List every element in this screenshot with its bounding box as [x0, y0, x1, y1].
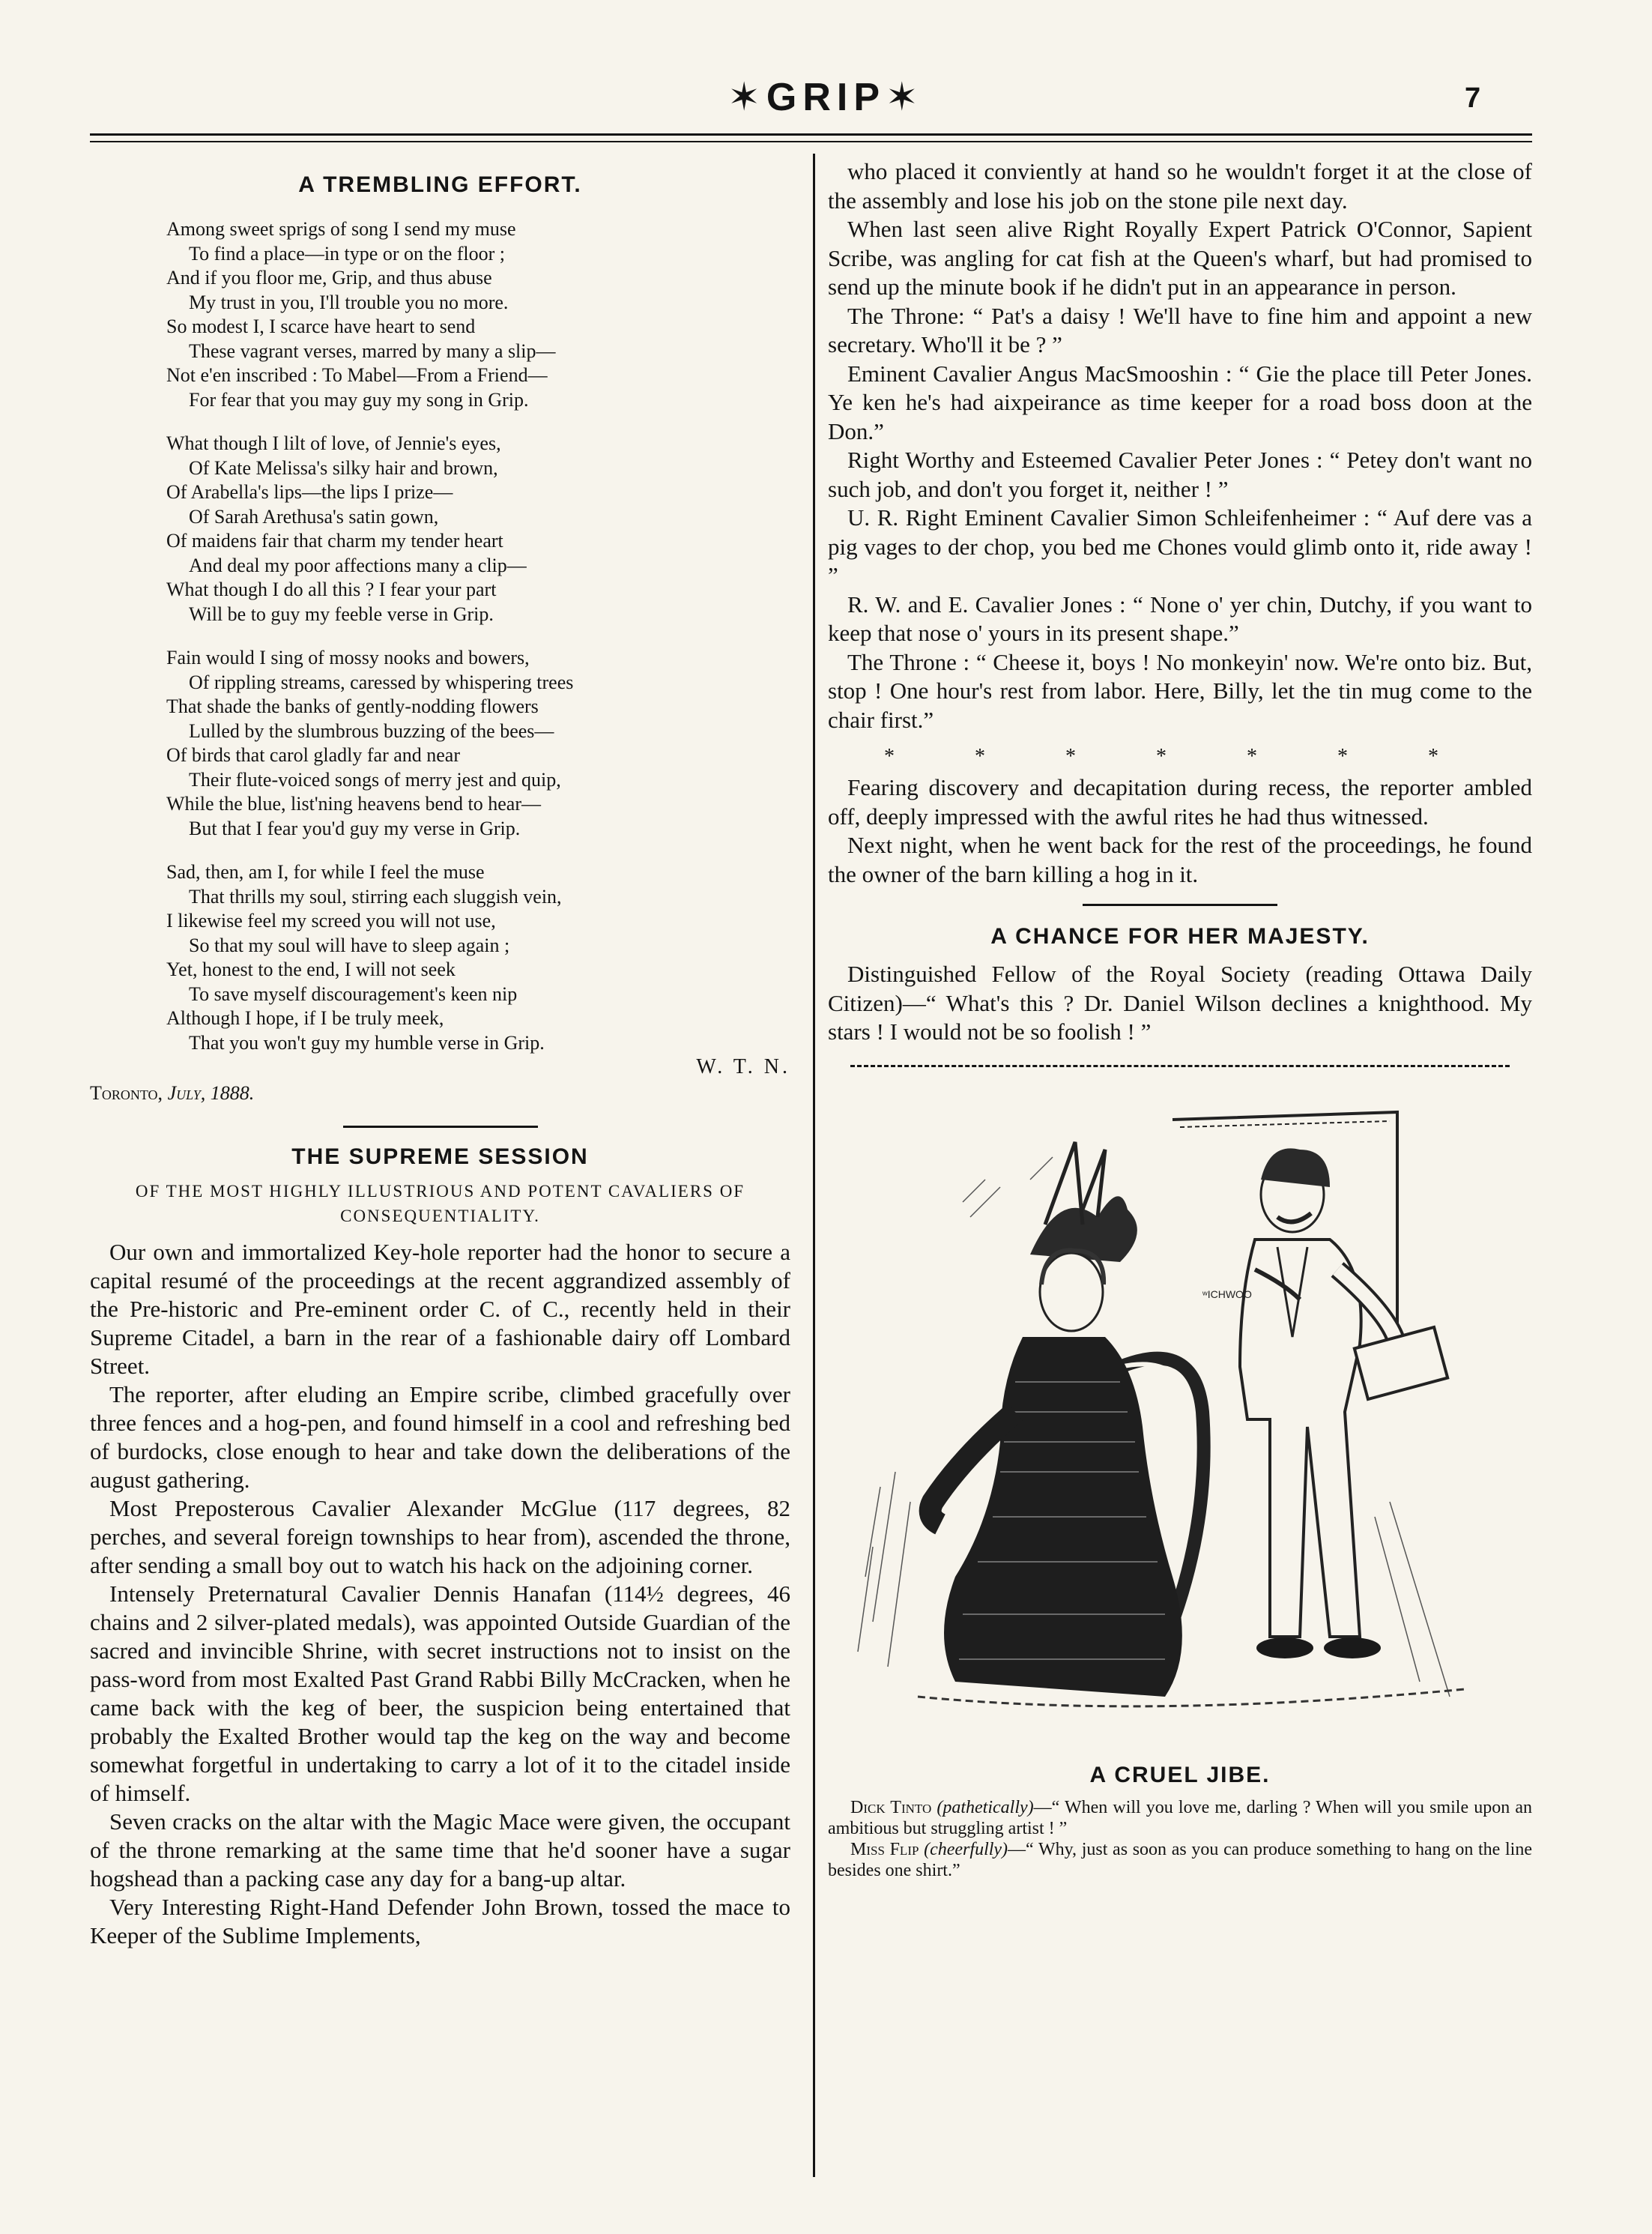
paragraph: Very Interesting Right-Hand Defender John Brown, tossed the mace to Keeper of the Sublime Implements,	[90, 1893, 790, 1948]
poem-line: Of birds that carol gladly far and near	[166, 744, 461, 766]
poem-stanza	[166, 860, 790, 1055]
left-column	[90, 157, 790, 1950]
section-divider	[343, 1126, 538, 1128]
session-subtitle: OF THE MOST HIGHLY ILLUSTRIOUS AND POTENT CAVALIERS OF CONSEQUENTIALITY.	[135, 1182, 745, 1226]
majesty-body	[828, 960, 1532, 1047]
artist-signature: ʷICHWOO	[1202, 1287, 1252, 1300]
paragraph: The reporter, after eluding an Empire scribe, climbed gracefully over three fences and a hog-pen, and found himself in a cool and refreshing bed of burdocks, close enough to hear and take down the deliberations of the august gathering.	[90, 1380, 790, 1493]
paragraph: The Throne : “ Cheese it, boys ! No monkeyin' now. We're onto biz. But, stop ! One hour's rest from labor. Here, Billy, let the tin mug come to the chair first.”	[828, 648, 1532, 733]
poem-line: Of Arabella's lips—the lips I prize—	[166, 481, 453, 503]
poem-line: Not e'en inscribed : To Mabel—From a Friend—	[166, 364, 548, 386]
paragraph: When last seen alive Right Royally Expert Patrick O'Connor, Sapient Scribe, was angling for cat fish at the Queen's wharf, but had promised to send up the minute book if he didn't put in an appearance in person.	[828, 216, 1532, 300]
caption-manner-1: (pathetically)	[937, 1797, 1034, 1817]
paragraph: Next night, when he went back for the rest of the proceedings, he found the owner of the barn killing a hog in it.	[828, 832, 1532, 887]
caption-manner-2: (cheerfully)	[924, 1839, 1008, 1859]
poem-line: Of Sarah Arethusa's satin gown,	[189, 505, 439, 528]
sketchbook	[1355, 1326, 1447, 1398]
header-rule-top	[90, 133, 1532, 136]
paragraph: R. W. and E. Cavalier Jones : “ None o' yer chin, Dutchy, if you want to keep that nose o' yours in its present shape.”	[828, 591, 1532, 646]
poem-dateline	[90, 1082, 790, 1105]
woman-head	[1040, 1253, 1103, 1331]
dateline-place: Toronto,	[90, 1082, 163, 1104]
majesty-title: A CHANCE FOR HER MAJESTY.	[990, 924, 1370, 949]
poem-line: What though I lilt of love, of Jennie's eyes,	[166, 432, 501, 454]
poem-line: To save myself discouragement's keen nip	[189, 982, 518, 1005]
poem-line: Fain would I sing of mossy nooks and bowers,	[166, 647, 530, 668]
caption-speaker-2: Miss Flip	[850, 1839, 919, 1859]
poem-line: Yet, honest to the end, I will not seek	[166, 958, 456, 980]
section-stars: * * * * * * *	[884, 745, 1476, 768]
paragraph: U. R. Right Eminent Cavalier Simon Schleifenheimer : “ Auf dere vas a pig vages to der chop, you bed me Chones vould glimb onto it, ride away ! ”	[828, 504, 1532, 588]
right-column	[828, 157, 1532, 1881]
cartoon-illustration	[850, 1097, 1510, 1749]
paragraph: Intensely Preternatural Cavalier Dennis Hanafan (114½ degrees, 46 chains and 2 silver-plated medals), was appointed Outside Guardian of the sacred and invincible Shrine, with secret instructions not to insist on the pass-word from most Exalted Past Grand Rabbi Billy McCracken, when he came back with the keg of beer, the suspicion being entertained that probably the Exalted Brother would tap the keg on the way and become somewhat forgetful in undertaking to carry a lot of it to the citadel inside of himself.	[90, 1580, 790, 1806]
paragraph: Seven cracks on the altar with the Magic Mace were given, the occupant of the throne remarking at the same time that he'd sooner have a sugar hogshead than a packing case any day for a bang-up altar.	[90, 1808, 790, 1892]
poem-line: These vagrant verses, marred by many a slip—	[189, 339, 556, 362]
page-number: 7	[1465, 82, 1481, 114]
header-rule-bottom	[90, 141, 1532, 142]
poem-line: That thrills my soul, stirring each sluggish vein,	[189, 885, 562, 908]
poem-line: And deal my poor affections many a clip—	[189, 554, 527, 576]
man-suit	[1240, 1240, 1361, 1637]
paragraph: Our own and immortalized Key-hole reporter had the honor to secure a capital resumé of the proceedings at the recent aggrandized assembly of the Pre-historic and Pre-eminent order C. of C., recently held in their Supreme Citadel, a barn in the rear of a fashionable dairy off Lombard Street.	[90, 1238, 790, 1379]
paragraph: Right Worthy and Esteemed Cavalier Peter Jones : “ Petey don't want no such job, and don't you forget it, neither ! ”	[828, 447, 1532, 502]
man-shoe-left	[1256, 1637, 1313, 1658]
session-left-text	[90, 1238, 790, 1950]
caption-text-1: —“ When will you love me, darling ? When will you smile upon an ambitious but struggling artist ! ”	[828, 1797, 1532, 1838]
poem-line: But that I fear you'd guy my verse in Grip.	[189, 817, 521, 839]
poem-line: I likewise feel my screed you will not use,	[166, 910, 496, 932]
caption-speaker-1: Dick Tinto	[850, 1797, 932, 1817]
poem-line: Among sweet sprigs of song I send my muse	[166, 218, 516, 240]
paragraph: Most Preposterous Cavalier Alexander McGlue (117 degrees, 82 perches, and several foreign townships to hear from), ascended the throne, after sending a small boy out to watch his hack on the adjoining corner.	[90, 1494, 790, 1578]
session-after-text	[828, 773, 1532, 889]
man-shoe-right	[1324, 1637, 1381, 1658]
poem-line: Of maidens fair that charm my tender heart	[166, 530, 503, 552]
poem-line: My trust in you, I'll trouble you no more.	[189, 291, 509, 313]
paragraph: Eminent Cavalier Angus MacSmooshin : “ Gie the place till Peter Jones. Ye ken he's had aixpeirance as time keeper for a road boss doon at the Don.”	[828, 360, 1532, 444]
poem-line: And if you floor me, Grip, and thus abuse	[166, 267, 492, 289]
poem-title: A TREMBLING EFFORT.	[298, 172, 582, 197]
poem-line: So that my soul will have to sleep again ;	[189, 934, 510, 956]
poem-line: That you won't guy my humble verse in Grip.	[189, 1031, 545, 1054]
poem-line: To find a place—in type or on the floor ;	[189, 242, 506, 265]
session-title: THE SUPREME SESSION	[291, 1144, 589, 1169]
poem-line: While the blue, list'ning heavens bend to hear—	[166, 793, 541, 815]
poem-line: What though I do all this ? I fear your part	[166, 579, 497, 600]
poem-line: Of Kate Melissa's silky hair and brown,	[189, 456, 498, 479]
majesty-divider	[1083, 904, 1277, 906]
majesty-text: Distinguished Fellow of the Royal Society (reading Ottawa Daily Citizen)—“ What's this ? Dr. Daniel Wilson declines a knighthood. My stars ! I would not be so foolish ! ”	[828, 961, 1532, 1045]
cartoon-divider	[850, 1065, 1510, 1067]
paragraph: Fearing discovery and decapitation during recess, the reporter ambled off, deeply impressed with the awful rites he had thus witnessed.	[828, 774, 1532, 830]
masthead-title: ✶GRIP✶	[727, 76, 925, 119]
poem-line: That shade the banks of gently-nodding flowers	[166, 695, 539, 717]
poem-stanza	[166, 432, 790, 627]
poem-line: Although I hope, if I be truly meek,	[166, 1007, 444, 1029]
poem-line: Sad, then, am I, for while I feel the muse	[166, 861, 485, 883]
caption-text-2: —“ Why, just as soon as you can produce something to hang on the line besides one shirt.”	[828, 1839, 1532, 1880]
poem-line: Will be to guy my feeble verse in Grip.	[189, 603, 494, 625]
poem-signature: W. T. N.	[696, 1055, 790, 1078]
cartoon-caption	[828, 1797, 1532, 1881]
paragraph: who placed it conviently at hand so he wouldn't forget it at the close of the assembly and lose his job on the stone pile next day.	[828, 158, 1532, 214]
poem-line: Of rippling streams, caressed by whispering trees	[189, 671, 574, 693]
poem-line: Lulled by the slumbrous buzzing of the bees—	[189, 719, 554, 742]
poem-stanza	[166, 646, 790, 841]
column-divider	[813, 154, 815, 2177]
poem-line: Their flute-voiced songs of merry jest and quip,	[189, 768, 561, 791]
poem	[90, 217, 790, 1055]
poem-stanza	[166, 217, 790, 412]
cartoon-title: A CRUEL JIBE.	[1089, 1762, 1271, 1787]
dateline-date: July, 1888.	[167, 1082, 255, 1104]
poem-line: For fear that you may guy my song in Grip.	[189, 388, 529, 411]
session-right-text	[828, 157, 1532, 734]
paragraph: The Throne: “ Pat's a daisy ! We'll have to fine him and appoint a new secretary. Who'll it be ? ”	[828, 302, 1532, 357]
poem-line: So modest I, I scarce have heart to send	[166, 316, 476, 337]
